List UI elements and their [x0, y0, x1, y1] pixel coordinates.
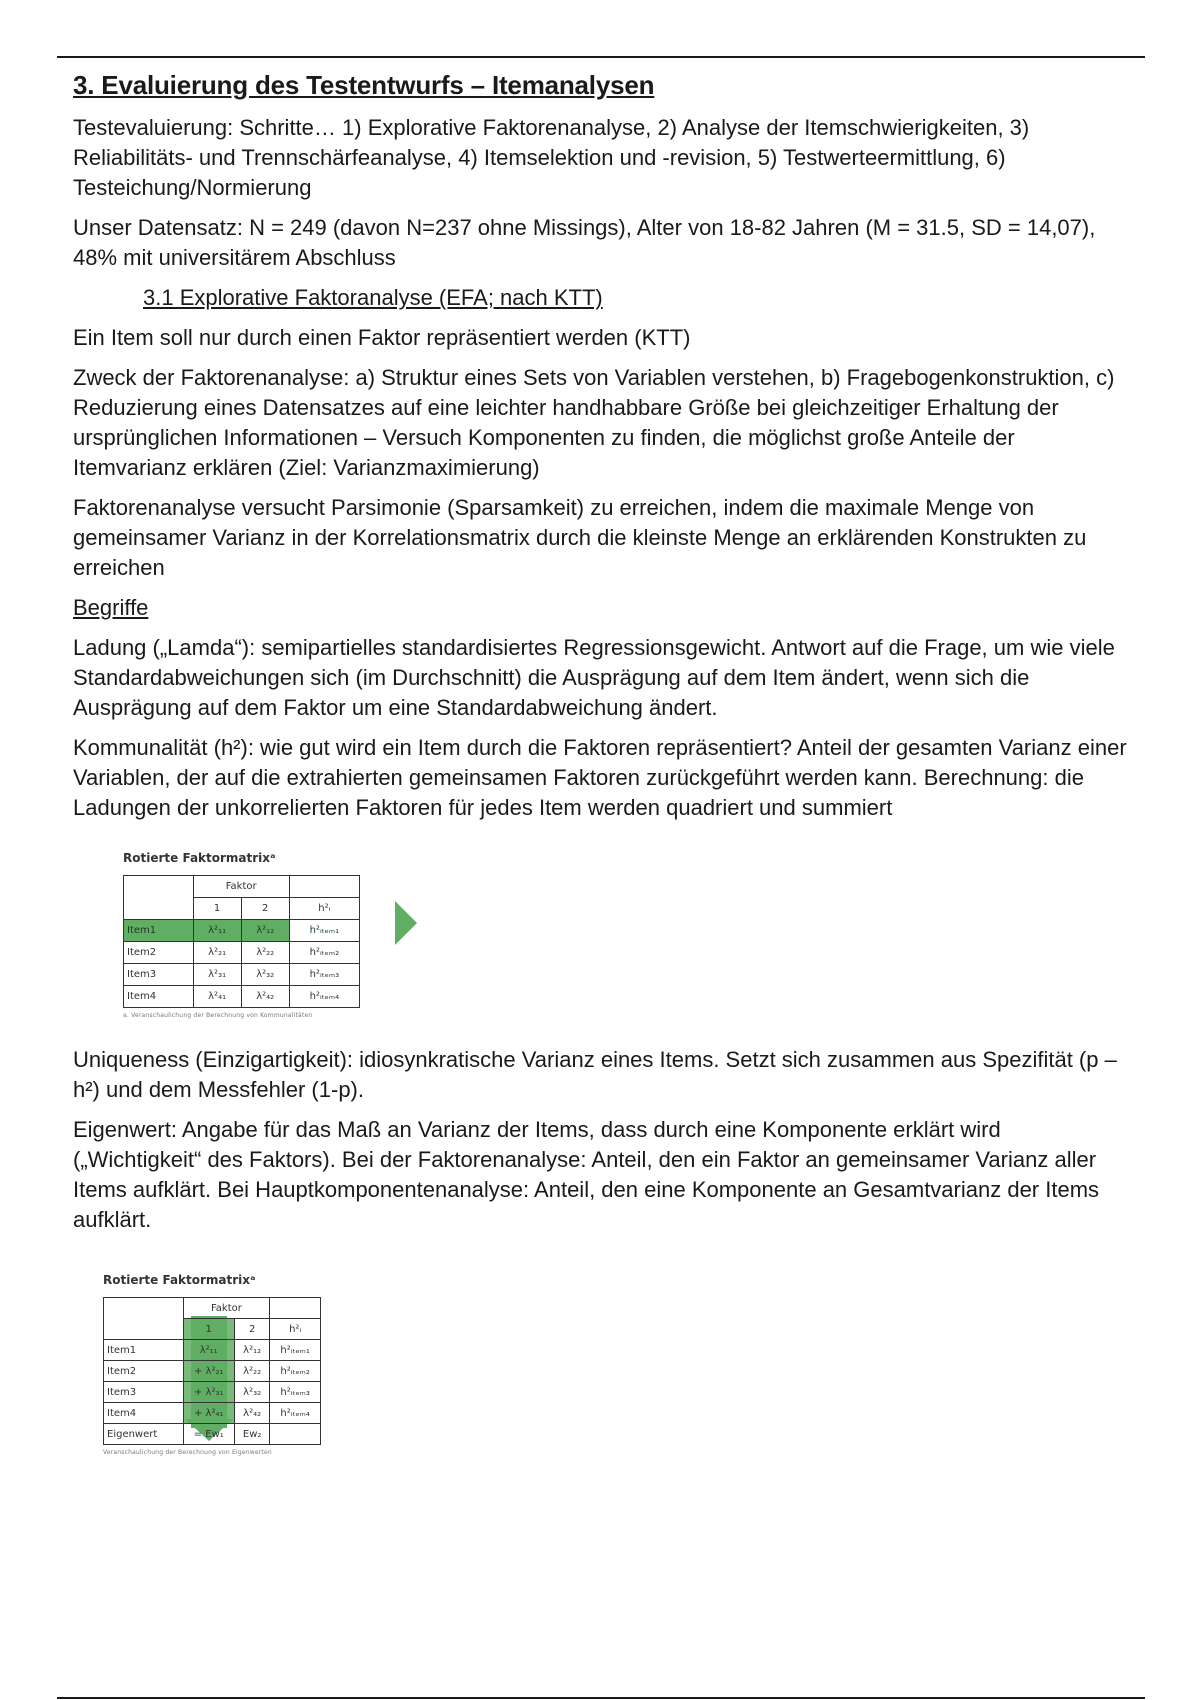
paragraph-parsimony: Faktorenanalyse versucht Parsimonie (Sparsamkeit) zu erreichen, indem die maximale Menge von gemeinsamer Varianz in der Korrelationsmatrix durch die kleinste Menge an erklärenden Konstrukten zu erreichen [73, 495, 1087, 580]
figure2-eigen-label: Eigenwert [104, 1424, 184, 1445]
figure2-eigen-empty [270, 1424, 321, 1445]
figure2-cell: h²ᵢₜₑₘ₂ [270, 1361, 321, 1382]
figure1-empty-head [289, 876, 359, 898]
figure2-item-label: Item3 [104, 1382, 184, 1403]
figure1-caption: a. Veranschaulichung der Berechnung von Kommunalitäten [123, 1012, 313, 1019]
figure2-corner [104, 1298, 184, 1340]
figure2-row [104, 1361, 321, 1382]
figure2-item-label: Item1 [104, 1340, 184, 1361]
figure2-eigen-cell: = Ew₁ [183, 1424, 234, 1445]
figure1-row-highlighted [124, 920, 360, 942]
figure1-row [124, 986, 360, 1008]
figure-communality-table [123, 851, 1133, 1031]
figure1-cell: λ²₄₁ [193, 986, 241, 1008]
figure2-faktor-label: Faktor [183, 1298, 270, 1319]
figure2-item-label: Item2 [104, 1361, 184, 1382]
figure2-eigen-cell: Ew₂ [234, 1424, 269, 1445]
figure2-cell: + λ²₃₁ [183, 1382, 234, 1403]
paragraph-dataset: Unser Datensatz: N = 249 (davon N=237 ohne Missings), Alter von 18-82 Jahren (M = 31.5, SD = 14,07), 48% mit universitärem Abschluss [73, 215, 1096, 270]
document-body [73, 70, 1133, 1473]
paragraph-ladung: Ladung („Lamda“): semipartielles standardisiertes Regressionsgewicht. Antwort auf die Frage, um wie viele Standardabweichungen sich (im Durchschnitt) die Ausprägung auf dem Item ändert, wenn sich die Ausprägung auf dem Faktor um eine Standardabweichung ändert. [73, 635, 1115, 720]
figure1-table [123, 875, 360, 1008]
figure1-col-header: h²ᵢ [289, 898, 359, 920]
figure2-cell: λ²₁₂ [234, 1340, 269, 1361]
paragraph-uniqueness: Uniqueness (Einzigartigkeit): idiosynkratische Varianz eines Items. Setzt sich zusammen aus Spezifität (p – h²) und dem Messfehler (1-p). [73, 1047, 1117, 1102]
figure1-cell: λ²₂₂ [241, 942, 289, 964]
figure2-row [104, 1403, 321, 1424]
figure2-cell: h²ᵢₜₑₘ₄ [270, 1403, 321, 1424]
section-heading: 3. Evaluierung des Testentwurfs – Itemanalysen [73, 70, 655, 100]
paragraph-purpose: Zweck der Faktorenanalyse: a) Struktur eines Sets von Variablen verstehen, b) Fragebogenkonstruktion, c) Reduzierung eines Datensatzes auf eine leichter handhabbare Größe bei gleichzeitiger Erhaltung der ursprünglichen Informationen – Versuch Komponenten zu finden, die möglichst große Anteile der Itemvarianz erklären (Ziel: Varianzmaximierung) [73, 365, 1115, 480]
figure2-title: Rotierte Faktormatrixᵃ [103, 1273, 256, 1287]
figure1-cell: λ²₄₂ [241, 986, 289, 1008]
figure1-cell: h²ᵢₜₑₘ₄ [289, 986, 359, 1008]
paragraph-kommunalitaet: Kommunalität (h²): wie gut wird ein Item durch die Faktoren repräsentiert? Anteil der gesamten Varianz einer Variablen, der auf die extrahierten gemeinsamen Faktoren zurückgeführt werden kann. Berechnung: die Ladungen der unkorrelierten Faktoren für jedes Item werden quadriert und summiert [73, 735, 1127, 820]
figure1-col-header: 2 [241, 898, 289, 920]
figure2-cell: λ²₃₂ [234, 1382, 269, 1403]
figure1-cell: h²ᵢₜₑₘ₂ [289, 942, 359, 964]
figure2-col-header: h²ᵢ [270, 1319, 321, 1340]
figure2-empty-head [270, 1298, 321, 1319]
figure2-cell: + λ²₂₁ [183, 1361, 234, 1382]
figure2-cell: + λ²₄₁ [183, 1403, 234, 1424]
figure1-item-label: Item1 [124, 920, 194, 942]
arrow-right-icon [395, 901, 417, 945]
subheading-begriffe: Begriffe [73, 595, 149, 620]
figure1-cell: λ²₃₂ [241, 964, 289, 986]
figure1-cell: λ²₁₁ [193, 920, 241, 942]
figure1-item-label: Item4 [124, 986, 194, 1008]
figure2-caption: Veranschaulichung der Berechnung von Eigenwerten [103, 1449, 272, 1456]
figure1-cell: h²ᵢₜₑₘ₃ [289, 964, 359, 986]
figure1-cell: λ²₃₁ [193, 964, 241, 986]
figure1-cell: λ²₁₂ [241, 920, 289, 942]
figure1-cell: h²ᵢₜₑₘ₁ [289, 920, 359, 942]
figure2-col-header: 1 [183, 1319, 234, 1340]
figure1-col-header: 1 [193, 898, 241, 920]
figure2-eigen-row [104, 1424, 321, 1445]
figure1-cell: λ²₂₁ [193, 942, 241, 964]
paragraph-eigenwert: Eigenwert: Angabe für das Maß an Varianz der Items, dass durch eine Komponente erklärt wird („Wichtigkeit“ des Faktors). Bei der Faktorenanalyse: Anteil, den ein Faktor an gemeinsamer Varianz aller Items aufklärt. Bei Hauptkomponentenanalyse: Anteil, den eine Komponente an Gesamtvarianz der Items aufklärt. [73, 1117, 1100, 1232]
figure2-row [104, 1382, 321, 1403]
figure2-row [104, 1340, 321, 1361]
paragraph-item-factor: Ein Item soll nur durch einen Faktor repräsentiert werden (KTT) [73, 325, 691, 350]
figure2-col-header: 2 [234, 1319, 269, 1340]
paragraph-steps: Testevaluierung: Schritte… 1) Explorative Faktorenanalyse, 2) Analyse der Itemschwierigkeiten, 3) Reliabilitäts- und Trennschärfeanalyse, 4) Itemselektion und -revision, 5) Testwerteermittlung, 6) Testeichung/Normierung [73, 115, 1030, 200]
figure1-faktor-label: Faktor [193, 876, 289, 898]
figure2-table [103, 1297, 321, 1445]
figure2-cell: λ²₁₁ [183, 1340, 234, 1361]
figure1-corner [124, 876, 194, 920]
figure-eigenvalue-table [103, 1273, 1133, 1473]
figure1-item-label: Item2 [124, 942, 194, 964]
subheading-efa: 3.1 Explorative Faktoranalyse (EFA; nach KTT) [143, 285, 603, 310]
bottom-rule [57, 1697, 1145, 1699]
figure2-cell: h²ᵢₜₑₘ₃ [270, 1382, 321, 1403]
figure1-item-label: Item3 [124, 964, 194, 986]
figure2-item-label: Item4 [104, 1403, 184, 1424]
top-rule [57, 56, 1145, 58]
figure2-cell: λ²₄₂ [234, 1403, 269, 1424]
figure2-cell: h²ᵢₜₑₘ₁ [270, 1340, 321, 1361]
figure1-row [124, 942, 360, 964]
figure1-title: Rotierte Faktormatrixᵃ [123, 851, 276, 865]
figure2-cell: λ²₂₂ [234, 1361, 269, 1382]
figure1-row [124, 964, 360, 986]
